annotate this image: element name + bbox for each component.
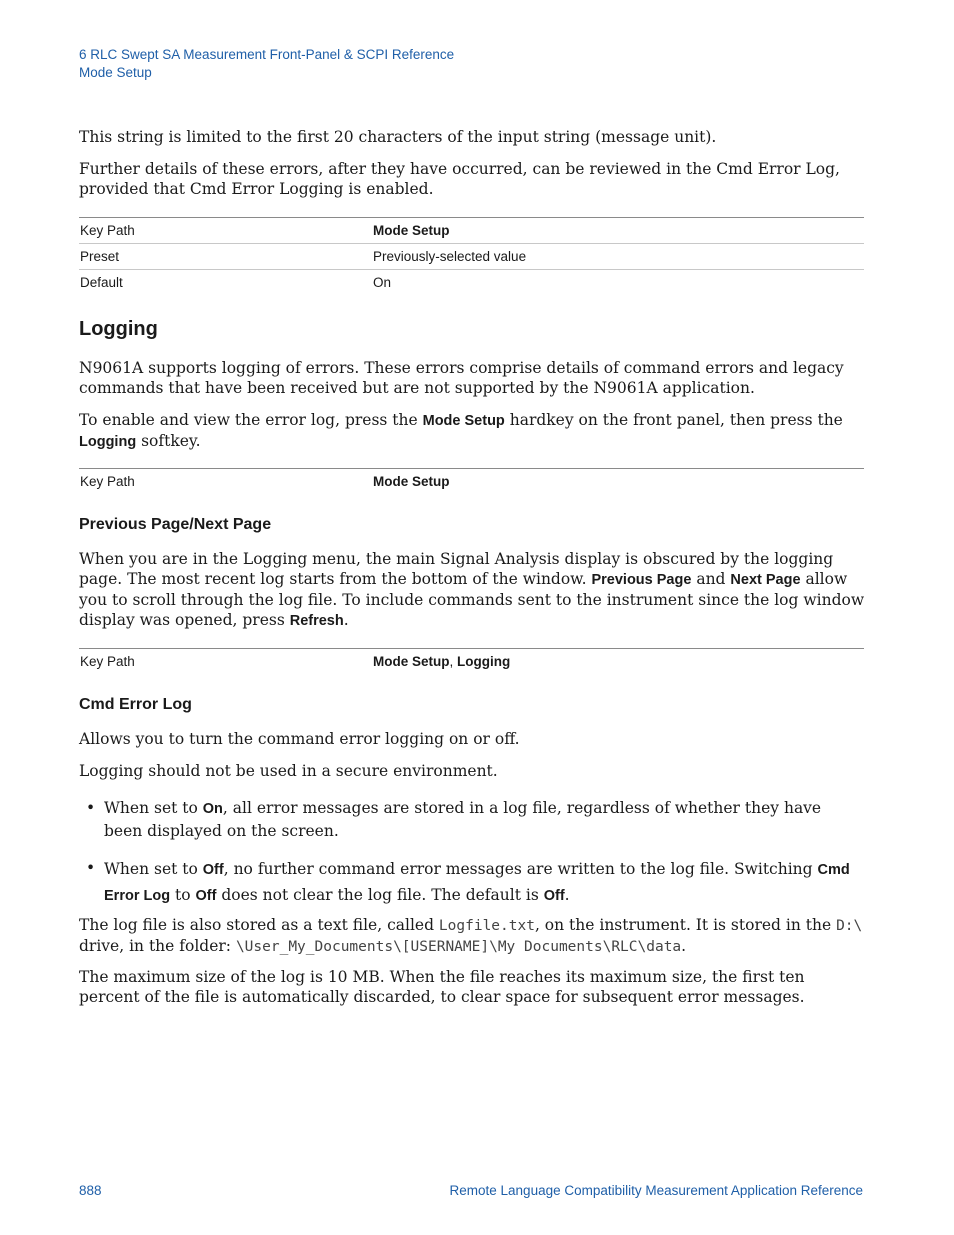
running-header-section: Mode Setup <box>79 65 152 80</box>
logging-heading: Logging <box>79 318 158 340</box>
table-label: Key Path <box>80 474 135 489</box>
drive-name: D:\ <box>836 918 863 934</box>
intro-paragraph-2: Further details of these errors, after they have occurred, can be reviewed in the Cmd Error Log, provided that Cmd Error Logging is enabled. <box>79 160 840 198</box>
table-value: Mode Setup <box>373 474 450 489</box>
table-value: Previously-selected value <box>373 249 527 264</box>
table-value: Mode Setup <box>373 223 450 238</box>
table-label: Default <box>80 275 123 290</box>
cmd-error-log-paragraph-3: The log file is also stored as a text file, called Logfile.txt, on the instrument. It is stored in the D:\ drive, in the folder: \User_My_Documents\[USERNAME]\My Documents\RLC\data. <box>79 916 863 955</box>
running-header-chapter: 6 RLC Swept SA Measurement Front-Panel & SCPI Reference <box>79 47 455 62</box>
cmd-error-log-paragraph-2: Logging should not be used in a secure environment. <box>79 762 498 780</box>
table-row <box>79 468 864 494</box>
table-label: Preset <box>80 249 120 264</box>
table-value: On <box>373 275 392 290</box>
next-page-key-ref: Next Page <box>730 572 801 588</box>
logging-paragraph-1: N9061A supports logging of errors. These errors comprise details of command errors and legacy commands that have been received but are not supported by the N9061A application. <box>79 359 844 397</box>
table-row <box>79 217 864 244</box>
footer-title: Remote Language Compatibility Measurement Application Reference <box>449 1183 863 1198</box>
bullet-marker: • <box>86 799 96 817</box>
cmd-error-log-paragraph-4: The maximum size of the log is 10 MB. When the file reaches its maximum size, the first ten percent of the file is automatically discarded, to clear space for subsequent error messages. <box>79 968 805 1006</box>
bullet-on: When set to On, all error messages are stored in a log file, regardless of whether they have been displayed on the screen. <box>104 799 822 840</box>
logging-keypath-table <box>79 468 864 494</box>
table-value: Mode Setup, Logging <box>373 654 511 669</box>
table-row <box>79 244 864 270</box>
prevnext-keypath-table <box>79 648 864 674</box>
previous-next-page-heading: Previous Page/Next Page <box>79 516 272 533</box>
page-number: 888 <box>79 1183 102 1198</box>
bullet-off: When set to Off, no further command error messages are written to the log file. Switching Cmd Error Log to Off does not clear the log file. The default is Off. <box>104 860 850 904</box>
previous-next-page-paragraph: When you are in the Logging menu, the main Signal Analysis display is obscured by the logging page. The most recent log starts from the bottom of the window. Previous Page and Next Page allow you to scroll through the log file. To include commands sent to the instrument since the log window display was opened, press Refresh. <box>79 550 865 629</box>
mode-setup-key-ref: Mode Setup <box>422 413 505 429</box>
previous-page-key-ref: Previous Page <box>591 572 692 588</box>
mode-setup-property-table <box>79 217 864 295</box>
table-label: Key Path <box>80 654 135 669</box>
table-label: Key Path <box>80 223 135 238</box>
folder-path: \User_My_Documents\[USERNAME]\My Documents\RLC\data <box>235 939 682 955</box>
refresh-key-ref: Refresh <box>289 613 344 629</box>
logging-paragraph-2: To enable and view the error log, press the Mode Setup hardkey on the front panel, then press the Logging softkey. <box>79 411 843 450</box>
intro-paragraph-1: This string is limited to the first 20 characters of the input string (message unit). <box>79 128 717 146</box>
cmd-error-log-paragraph-1: Allows you to turn the command error logging on or off. <box>79 730 520 748</box>
table-row <box>79 270 864 295</box>
logging-key-ref: Logging <box>79 434 137 450</box>
bullet-marker: • <box>86 859 96 877</box>
logfile-name: Logfile.txt <box>438 918 535 934</box>
cmd-error-log-heading: Cmd Error Log <box>79 696 192 713</box>
table-row <box>79 648 864 674</box>
